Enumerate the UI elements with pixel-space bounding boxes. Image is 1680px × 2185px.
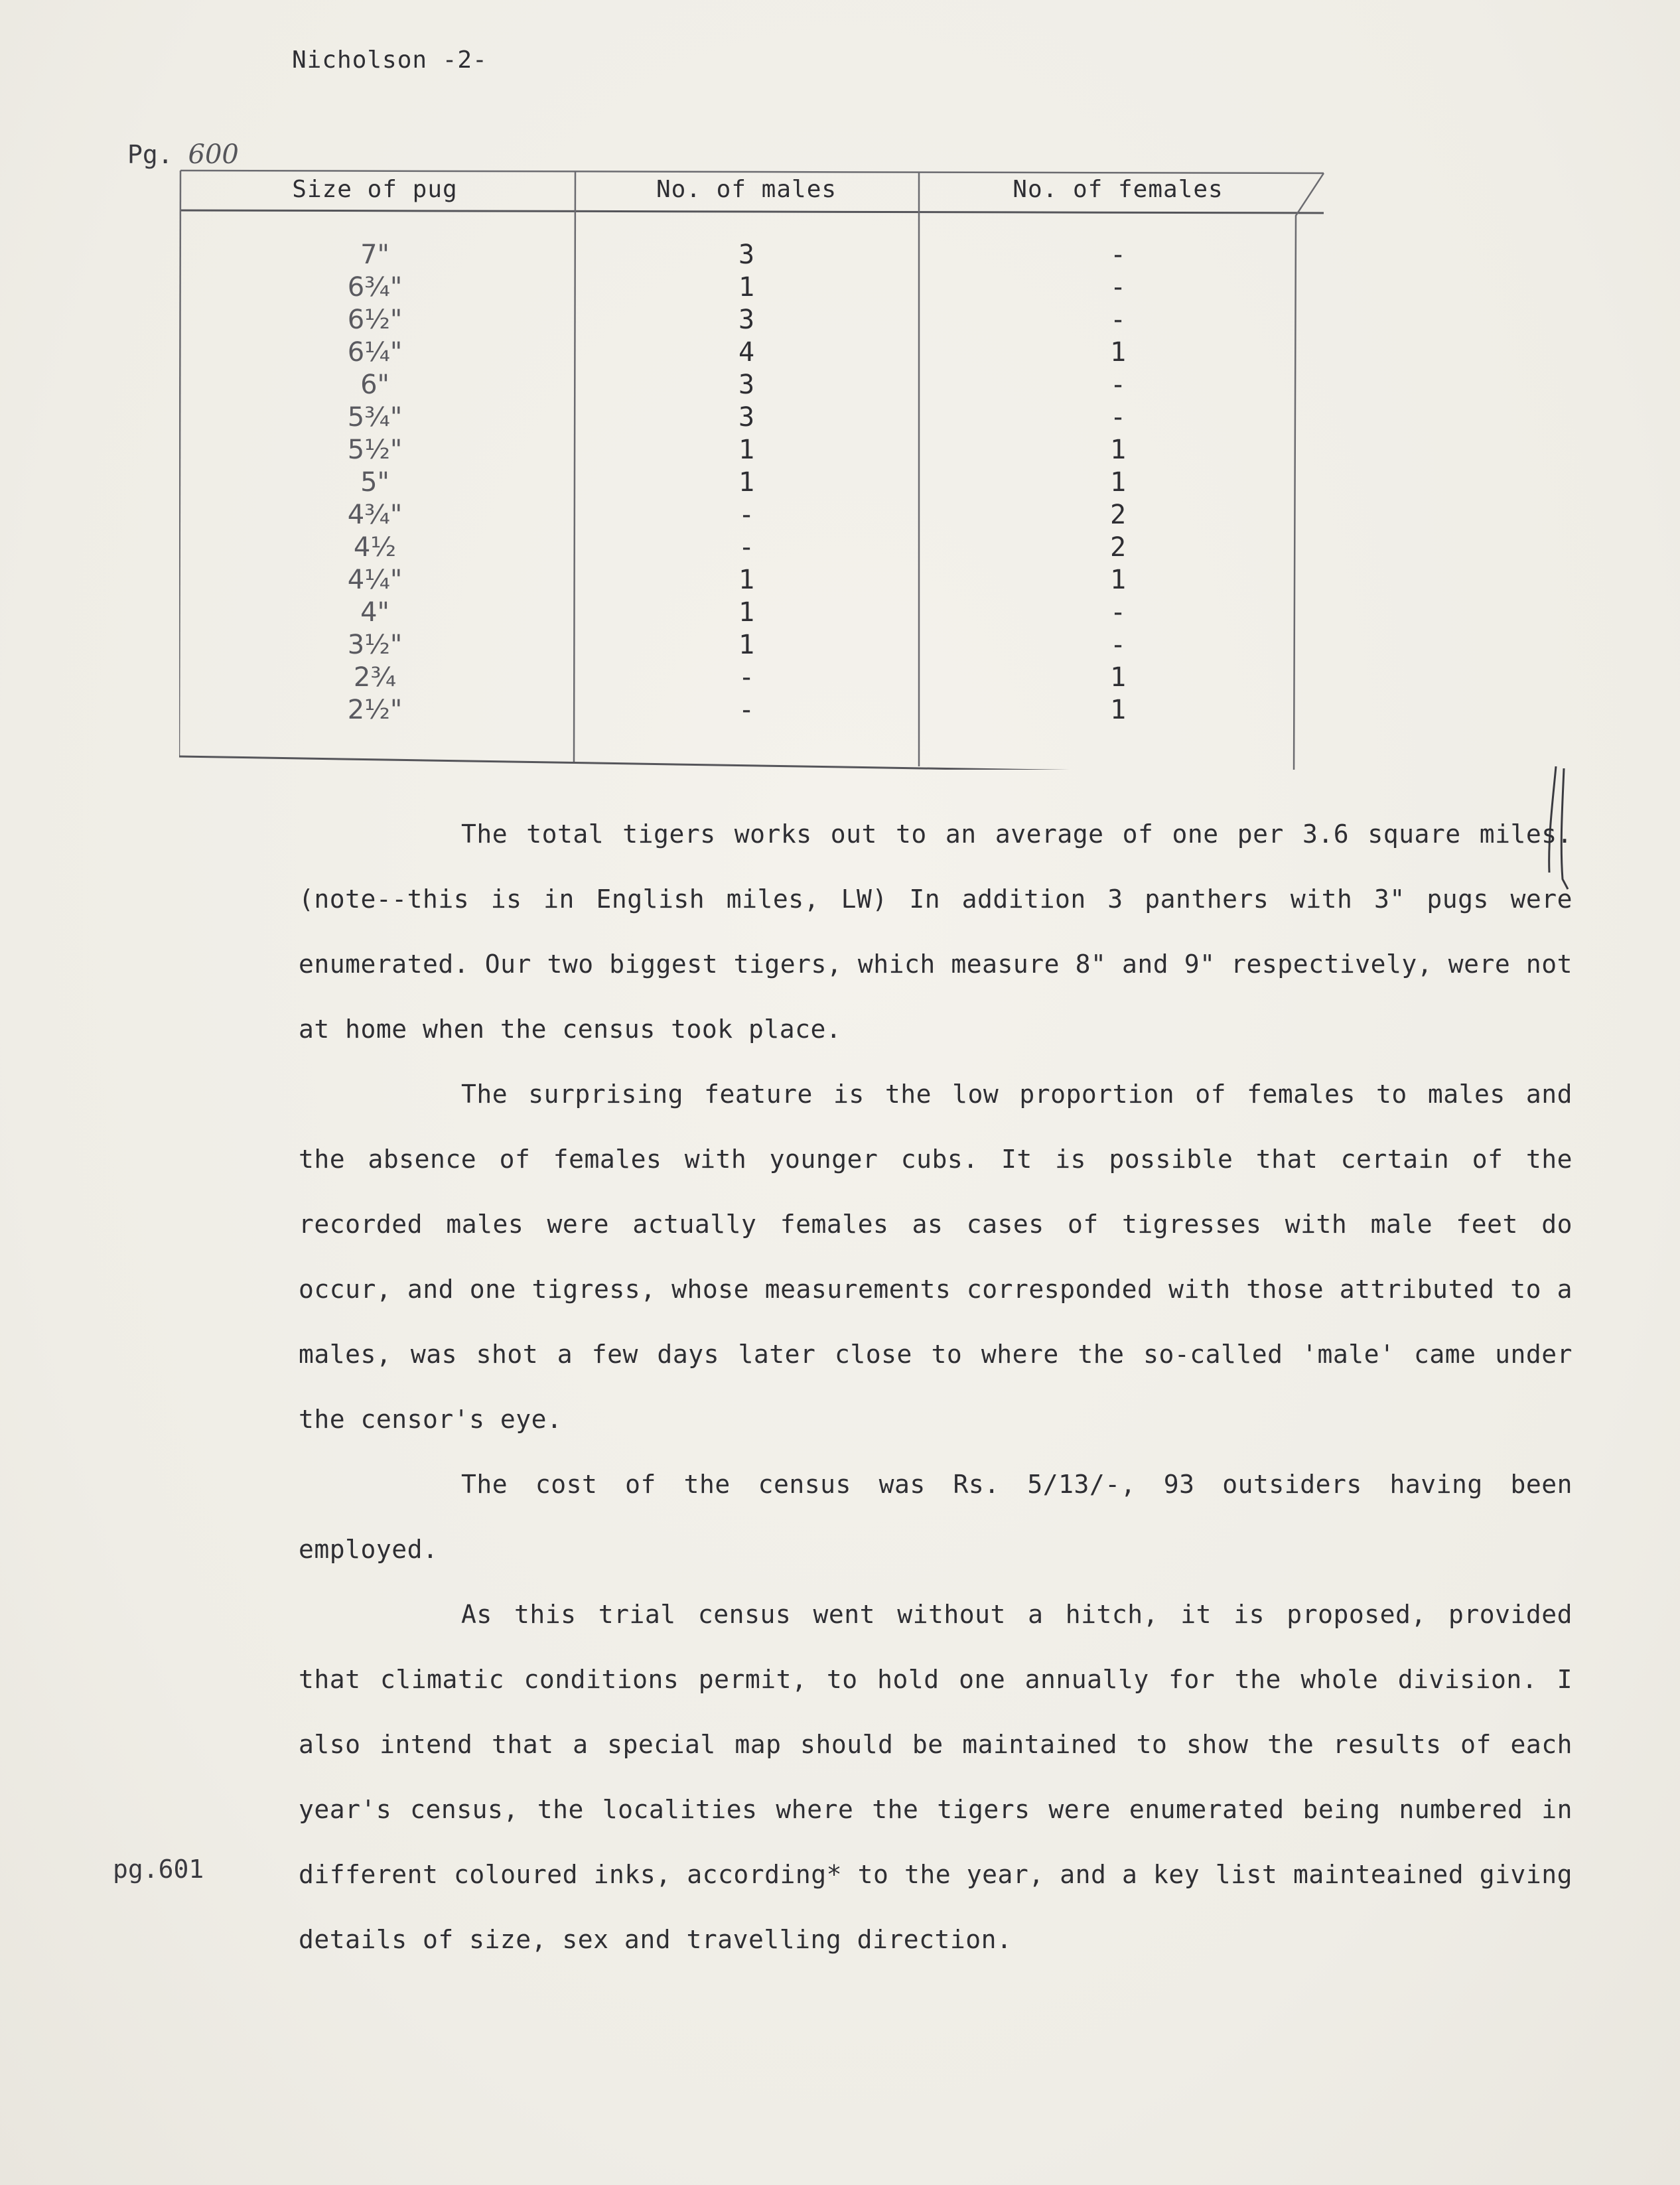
males-cell: 1 [738,467,755,498]
males-cell: 1 [738,630,755,660]
size-cell: 6¾" [347,272,403,303]
body-text [299,802,1573,1972]
column-size [179,169,571,770]
females-cell: 1 [1109,337,1127,368]
size-cell: 3½" [347,630,403,660]
size-cell: 6" [360,370,389,400]
pug-size-table [179,169,1327,770]
column-header-females: No. of females [1013,176,1224,203]
size-values [179,239,571,727]
females-cell: - [1109,630,1127,660]
females-cell: 1 [1109,435,1127,465]
column-males [574,169,919,770]
males-cell: 3 [738,402,755,433]
males-cell: - [738,532,755,563]
paragraph-female-proportion: The surprising feature is the low proportion of females to males and the absence of females with younger cubs. It is possible that certain of the recorded males were actually females as cases of tigresses with male feet do occur, and one tigress, whose measurements corresponded with those attributed to a males, was shot a few days later close to where the so-called 'male' came under the censor's eye. [299,1080,1573,1434]
margin-note-page-600 [127,139,239,170]
females-cell: - [1109,402,1127,433]
size-cell: 5½" [347,435,403,465]
size-cell: 4" [360,597,389,628]
males-cell: 3 [738,370,755,400]
females-cell: 1 [1109,695,1127,725]
males-cell: 3 [738,240,755,270]
size-cell: 5¾" [347,402,403,433]
females-cell: 2 [1109,532,1127,563]
males-cell: - [738,695,755,725]
females-cell: 1 [1109,467,1127,498]
females-cell: - [1109,305,1127,335]
size-cell: 4¼" [347,565,403,595]
paragraph-tiger-average: The total tigers works out to an average of one per 3.6 square miles. (note--this is in English miles, LW) In addition 3 panthers with 3" pugs were enumerated. Our two biggest tigers, which measure 8" and 9" respectively, were not at home when the census took place. [299,819,1573,1044]
female-values [922,239,1314,727]
females-cell: 1 [1109,662,1127,693]
paragraph-census-cost: The cost of the census was Rs. 5/13/-, 93 outsiders having been employed. [299,1470,1573,1564]
females-cell: - [1109,370,1127,400]
male-values [574,239,919,727]
males-cell: 4 [738,337,755,368]
size-cell: 6½" [347,305,403,335]
females-cell: 2 [1109,500,1127,530]
males-cell: 1 [738,435,755,465]
size-cell: 7" [360,240,389,270]
females-cell: - [1109,272,1127,303]
males-cell: 1 [738,565,755,595]
size-cell: 2¾ [353,662,397,693]
size-cell: 6¼" [347,337,403,368]
margin-note-page-601: pg.601 [113,1855,204,1884]
females-cell: 1 [1109,565,1127,595]
size-cell: 4¾" [347,500,403,530]
column-header-males: No. of males [656,176,837,203]
males-cell: 3 [738,305,755,335]
females-cell: - [1109,240,1127,270]
males-cell: - [738,500,755,530]
size-cell: 2½" [347,695,403,725]
margin-note-handwritten-number: 600 [188,139,239,170]
column-header-size: Size of pug [292,176,458,203]
margin-note-prefix: Pg. [127,140,173,169]
size-cell: 4½ [353,532,397,563]
column-females [922,169,1314,770]
size-cell: 5" [360,467,389,498]
females-cell: - [1109,597,1127,628]
males-cell: 1 [738,272,755,303]
paragraph-annual-census: As this trial census went without a hitch, it is proposed, provided that climatic conditions permit, to hold one annually for the whole division. I also intend that a special map should be maintained to show the results of each year's census, the localities where the tigers were enumerated being numbered in different coloured inks, according* to the year, and a key list mainteained giving details of size, sex and travelling direction. [299,1600,1573,1954]
males-cell: - [738,662,755,693]
males-cell: 1 [738,597,755,628]
page-header: Nicholson -2- [292,46,488,74]
